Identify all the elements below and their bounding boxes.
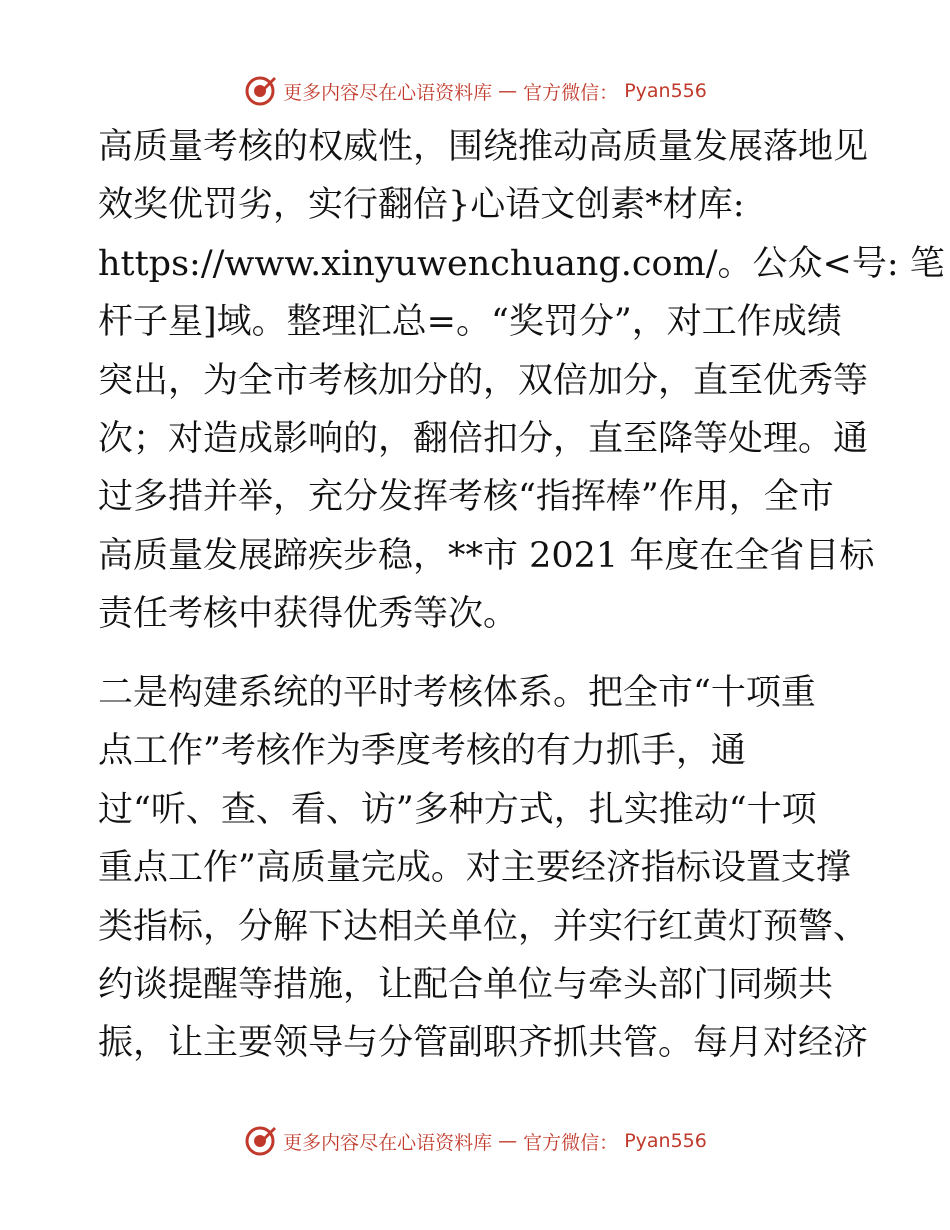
text-line: 振，让主要领导与分管副职齐抓共管。每月对经济 xyxy=(98,1023,869,1064)
watermark-row xyxy=(243,74,707,108)
watermark-separator: — xyxy=(498,80,518,102)
header-watermark xyxy=(0,68,950,114)
watermark-wechat-id: Pyan556 xyxy=(624,80,707,102)
watermark-wechat-id: Pyan556 xyxy=(624,1130,707,1152)
text-line: 重点工作”高质量完成。对主要经济指标设置支撑 xyxy=(98,848,851,889)
pen-logo-icon xyxy=(243,1124,277,1158)
text-line: 过“听、查、看、访”多种方式，扎实推动“十项 xyxy=(98,789,817,830)
text-line: 二是构建系统的平时考核体系。把全市“十项重 xyxy=(98,673,816,713)
text-line: 过多措并举，充分发挥考核“指挥棒”作用，全市 xyxy=(98,477,834,518)
watermark-wechat-label: 官方微信： xyxy=(523,81,619,104)
watermark-separator: — xyxy=(498,1130,518,1152)
watermark-wechat-label: 官方微信： xyxy=(523,1131,619,1154)
text-line: 约谈提醒等措施，让配合单位与牵头部门同频共 xyxy=(98,964,834,1005)
text-line: 杆子星]域。整理汇总=。“奖罚分”，对工作成绩 xyxy=(98,302,842,343)
text-line: 高质量发展蹄疾步稳，**市 2021 年度在全省目标 xyxy=(98,535,875,576)
watermark-row xyxy=(243,1124,707,1158)
text-line: 责任考核中获得优秀等次。 xyxy=(98,594,519,635)
text-line: 高质量考核的权威性，围绕推动高质量发展落地见 xyxy=(98,127,869,167)
pen-logo-icon xyxy=(243,74,277,108)
text-line: 点工作”考核作为季度考核的有力抓手，通 xyxy=(98,731,746,772)
watermark-text: 更多内容尽在心语资料库 xyxy=(283,81,493,104)
text-line: 次；对造成影响的，翻倍扣分，直至降等处理。通 xyxy=(98,418,869,459)
text-line: https://www.xinyuwenchuang.com/。公众<号: 笔 xyxy=(98,243,945,284)
text-line: 效奖优罚劣，实行翻倍}心语文创素*材库: xyxy=(98,185,745,226)
watermark-text: 更多内容尽在心语资料库 xyxy=(283,1131,493,1154)
paragraph-2 xyxy=(98,664,869,1073)
text-line: 类指标，分解下达相关单位，并实行红黄灯预警、 xyxy=(98,906,869,947)
paragraph-1 xyxy=(98,118,945,644)
footer-watermark xyxy=(0,1118,950,1164)
text-line: 突出，为全市考核加分的，双倍加分，直至优秀等 xyxy=(98,360,869,401)
